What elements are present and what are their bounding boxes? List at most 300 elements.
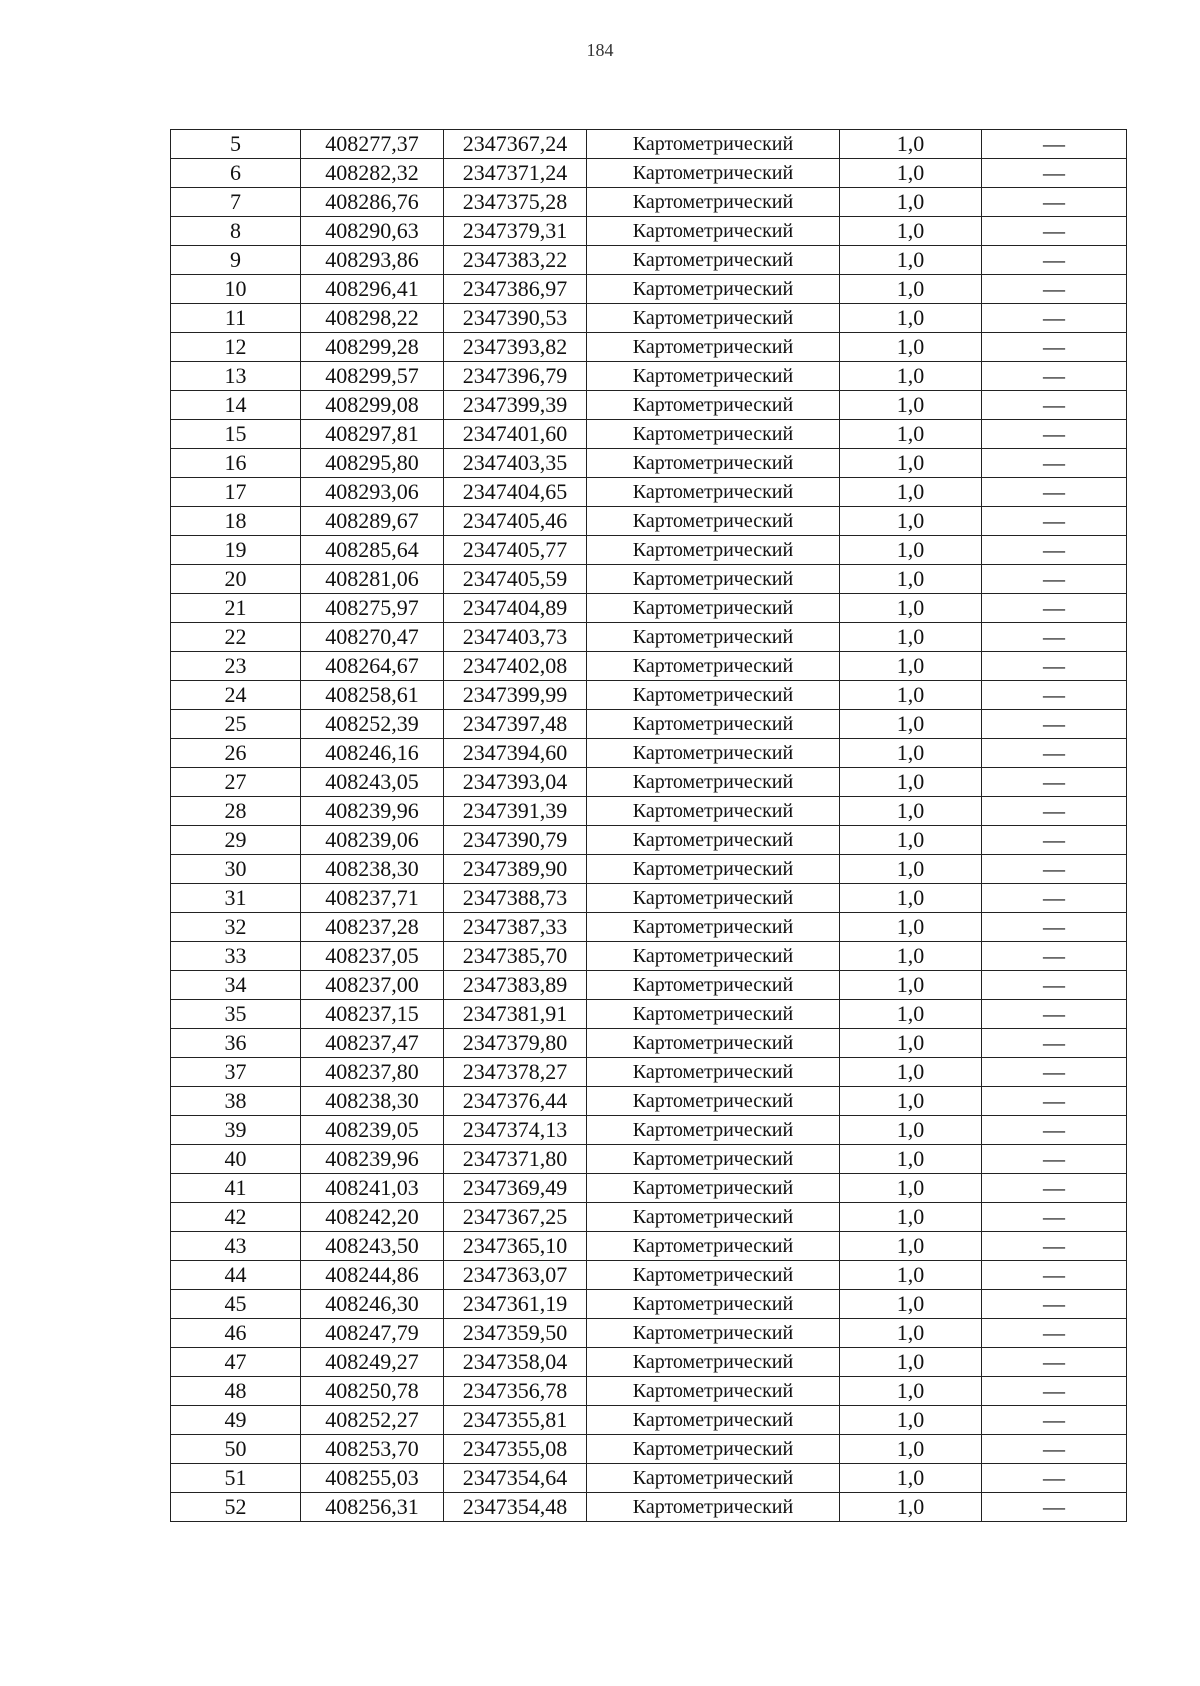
- x-coordinate-cell: 408290,63: [301, 217, 444, 246]
- x-coordinate-cell: 408252,39: [301, 710, 444, 739]
- point-number-cell: 25: [171, 710, 301, 739]
- point-number-cell: 37: [171, 1058, 301, 1087]
- method-cell: Картометрический: [587, 217, 840, 246]
- y-coordinate-cell: 2347404,89: [444, 594, 587, 623]
- note-cell: —: [982, 739, 1127, 768]
- method-cell: Картометрический: [587, 1464, 840, 1493]
- y-coordinate-cell: 2347379,80: [444, 1029, 587, 1058]
- x-coordinate-cell: 408285,64: [301, 536, 444, 565]
- point-number-cell: 38: [171, 1087, 301, 1116]
- x-coordinate-cell: 408243,05: [301, 768, 444, 797]
- point-number-cell: 33: [171, 942, 301, 971]
- table-row: [171, 1029, 1127, 1058]
- table-row: [171, 1116, 1127, 1145]
- y-coordinate-cell: 2347361,19: [444, 1290, 587, 1319]
- method-cell: Картометрический: [587, 1493, 840, 1522]
- accuracy-cell: 1,0: [840, 681, 982, 710]
- point-number-cell: 43: [171, 1232, 301, 1261]
- note-cell: —: [982, 1435, 1127, 1464]
- x-coordinate-cell: 408270,47: [301, 623, 444, 652]
- accuracy-cell: 1,0: [840, 130, 982, 159]
- method-cell: Картометрический: [587, 1087, 840, 1116]
- accuracy-cell: 1,0: [840, 536, 982, 565]
- method-cell: Картометрический: [587, 739, 840, 768]
- table-row: [171, 768, 1127, 797]
- accuracy-cell: 1,0: [840, 1406, 982, 1435]
- table-row: [171, 1232, 1127, 1261]
- y-coordinate-cell: 2347381,91: [444, 1000, 587, 1029]
- x-coordinate-cell: 408253,70: [301, 1435, 444, 1464]
- note-cell: —: [982, 594, 1127, 623]
- note-cell: —: [982, 1232, 1127, 1261]
- x-coordinate-cell: 408239,96: [301, 797, 444, 826]
- accuracy-cell: 1,0: [840, 275, 982, 304]
- x-coordinate-cell: 408275,97: [301, 594, 444, 623]
- note-cell: —: [982, 913, 1127, 942]
- table-row: [171, 710, 1127, 739]
- y-coordinate-cell: 2347367,25: [444, 1203, 587, 1232]
- note-cell: —: [982, 159, 1127, 188]
- accuracy-cell: 1,0: [840, 1493, 982, 1522]
- note-cell: —: [982, 1261, 1127, 1290]
- method-cell: Картометрический: [587, 420, 840, 449]
- table-row: [171, 1377, 1127, 1406]
- x-coordinate-cell: 408289,67: [301, 507, 444, 536]
- point-number-cell: 30: [171, 855, 301, 884]
- table-row: [171, 971, 1127, 1000]
- table-row: [171, 1203, 1127, 1232]
- note-cell: —: [982, 1174, 1127, 1203]
- x-coordinate-cell: 408295,80: [301, 449, 444, 478]
- x-coordinate-cell: 408246,16: [301, 739, 444, 768]
- note-cell: —: [982, 623, 1127, 652]
- point-number-cell: 6: [171, 159, 301, 188]
- y-coordinate-cell: 2347387,33: [444, 913, 587, 942]
- accuracy-cell: 1,0: [840, 362, 982, 391]
- accuracy-cell: 1,0: [840, 739, 982, 768]
- accuracy-cell: 1,0: [840, 826, 982, 855]
- y-coordinate-cell: 2347378,27: [444, 1058, 587, 1087]
- point-number-cell: 52: [171, 1493, 301, 1522]
- table-row: [171, 1406, 1127, 1435]
- x-coordinate-cell: 408237,47: [301, 1029, 444, 1058]
- method-cell: Картометрический: [587, 1029, 840, 1058]
- point-number-cell: 27: [171, 768, 301, 797]
- note-cell: —: [982, 130, 1127, 159]
- x-coordinate-cell: 408296,41: [301, 275, 444, 304]
- x-coordinate-cell: 408286,76: [301, 188, 444, 217]
- point-number-cell: 16: [171, 449, 301, 478]
- table-row: [171, 942, 1127, 971]
- point-number-cell: 41: [171, 1174, 301, 1203]
- x-coordinate-cell: 408237,15: [301, 1000, 444, 1029]
- note-cell: —: [982, 710, 1127, 739]
- table-row: [171, 1174, 1127, 1203]
- y-coordinate-cell: 2347356,78: [444, 1377, 587, 1406]
- table-row: [171, 652, 1127, 681]
- accuracy-cell: 1,0: [840, 623, 982, 652]
- table-row: [171, 913, 1127, 942]
- point-number-cell: 22: [171, 623, 301, 652]
- y-coordinate-cell: 2347376,44: [444, 1087, 587, 1116]
- point-number-cell: 10: [171, 275, 301, 304]
- note-cell: —: [982, 1348, 1127, 1377]
- method-cell: Картометрический: [587, 1232, 840, 1261]
- x-coordinate-cell: 408237,00: [301, 971, 444, 1000]
- accuracy-cell: 1,0: [840, 768, 982, 797]
- note-cell: —: [982, 565, 1127, 594]
- note-cell: —: [982, 507, 1127, 536]
- point-number-cell: 28: [171, 797, 301, 826]
- point-number-cell: 19: [171, 536, 301, 565]
- y-coordinate-cell: 2347371,80: [444, 1145, 587, 1174]
- note-cell: —: [982, 1000, 1127, 1029]
- method-cell: Картометрический: [587, 1406, 840, 1435]
- note-cell: —: [982, 217, 1127, 246]
- accuracy-cell: 1,0: [840, 913, 982, 942]
- note-cell: —: [982, 1116, 1127, 1145]
- accuracy-cell: 1,0: [840, 565, 982, 594]
- coordinates-table: [170, 129, 1127, 1522]
- accuracy-cell: 1,0: [840, 1435, 982, 1464]
- accuracy-cell: 1,0: [840, 1232, 982, 1261]
- y-coordinate-cell: 2347403,73: [444, 623, 587, 652]
- accuracy-cell: 1,0: [840, 159, 982, 188]
- note-cell: —: [982, 275, 1127, 304]
- note-cell: —: [982, 1058, 1127, 1087]
- accuracy-cell: 1,0: [840, 1145, 982, 1174]
- table-row: [171, 333, 1127, 362]
- table-row: [171, 188, 1127, 217]
- point-number-cell: 36: [171, 1029, 301, 1058]
- table-row: [171, 449, 1127, 478]
- y-coordinate-cell: 2347374,13: [444, 1116, 587, 1145]
- x-coordinate-cell: 408277,37: [301, 130, 444, 159]
- point-number-cell: 48: [171, 1377, 301, 1406]
- point-number-cell: 7: [171, 188, 301, 217]
- accuracy-cell: 1,0: [840, 1203, 982, 1232]
- note-cell: —: [982, 681, 1127, 710]
- method-cell: Картометрический: [587, 449, 840, 478]
- point-number-cell: 5: [171, 130, 301, 159]
- x-coordinate-cell: 408237,80: [301, 1058, 444, 1087]
- method-cell: Картометрический: [587, 565, 840, 594]
- x-coordinate-cell: 408293,86: [301, 246, 444, 275]
- note-cell: —: [982, 652, 1127, 681]
- x-coordinate-cell: 408242,20: [301, 1203, 444, 1232]
- note-cell: —: [982, 246, 1127, 275]
- table-row: [171, 1493, 1127, 1522]
- note-cell: —: [982, 1087, 1127, 1116]
- accuracy-cell: 1,0: [840, 1290, 982, 1319]
- table-row: [171, 362, 1127, 391]
- method-cell: Картометрический: [587, 971, 840, 1000]
- table-row: [171, 1145, 1127, 1174]
- table-row: [171, 159, 1127, 188]
- accuracy-cell: 1,0: [840, 1261, 982, 1290]
- point-number-cell: 9: [171, 246, 301, 275]
- note-cell: —: [982, 188, 1127, 217]
- method-cell: Картометрический: [587, 536, 840, 565]
- page-number: 184: [586, 40, 614, 60]
- y-coordinate-cell: 2347371,24: [444, 159, 587, 188]
- method-cell: Картометрический: [587, 304, 840, 333]
- method-cell: Картометрический: [587, 1000, 840, 1029]
- y-coordinate-cell: 2347391,39: [444, 797, 587, 826]
- note-cell: —: [982, 304, 1127, 333]
- note-cell: —: [982, 797, 1127, 826]
- table-row: [171, 1261, 1127, 1290]
- y-coordinate-cell: 2347394,60: [444, 739, 587, 768]
- x-coordinate-cell: 408281,06: [301, 565, 444, 594]
- method-cell: Картометрический: [587, 1290, 840, 1319]
- accuracy-cell: 1,0: [840, 652, 982, 681]
- y-coordinate-cell: 2347385,70: [444, 942, 587, 971]
- table-row: [171, 565, 1127, 594]
- x-coordinate-cell: 408297,81: [301, 420, 444, 449]
- x-coordinate-cell: 408256,31: [301, 1493, 444, 1522]
- note-cell: —: [982, 768, 1127, 797]
- x-coordinate-cell: 408255,03: [301, 1464, 444, 1493]
- point-number-cell: 47: [171, 1348, 301, 1377]
- table-row: [171, 391, 1127, 420]
- note-cell: —: [982, 1290, 1127, 1319]
- accuracy-cell: 1,0: [840, 420, 982, 449]
- table-row: [171, 623, 1127, 652]
- note-cell: —: [982, 333, 1127, 362]
- point-number-cell: 11: [171, 304, 301, 333]
- accuracy-cell: 1,0: [840, 594, 982, 623]
- point-number-cell: 14: [171, 391, 301, 420]
- coordinates-table-body: [171, 130, 1127, 1522]
- point-number-cell: 20: [171, 565, 301, 594]
- y-coordinate-cell: 2347405,59: [444, 565, 587, 594]
- note-cell: —: [982, 362, 1127, 391]
- accuracy-cell: 1,0: [840, 188, 982, 217]
- method-cell: Картометрический: [587, 1145, 840, 1174]
- method-cell: Картометрический: [587, 623, 840, 652]
- x-coordinate-cell: 408237,05: [301, 942, 444, 971]
- point-number-cell: 40: [171, 1145, 301, 1174]
- y-coordinate-cell: 2347399,99: [444, 681, 587, 710]
- point-number-cell: 44: [171, 1261, 301, 1290]
- method-cell: Картометрический: [587, 710, 840, 739]
- note-cell: —: [982, 391, 1127, 420]
- y-coordinate-cell: 2347354,48: [444, 1493, 587, 1522]
- x-coordinate-cell: 408247,79: [301, 1319, 444, 1348]
- y-coordinate-cell: 2347355,08: [444, 1435, 587, 1464]
- y-coordinate-cell: 2347396,79: [444, 362, 587, 391]
- x-coordinate-cell: 408237,71: [301, 884, 444, 913]
- accuracy-cell: 1,0: [840, 1377, 982, 1406]
- table-row: [171, 275, 1127, 304]
- y-coordinate-cell: 2347367,24: [444, 130, 587, 159]
- note-cell: —: [982, 1406, 1127, 1435]
- y-coordinate-cell: 2347402,08: [444, 652, 587, 681]
- x-coordinate-cell: 408243,50: [301, 1232, 444, 1261]
- y-coordinate-cell: 2347363,07: [444, 1261, 587, 1290]
- y-coordinate-cell: 2347403,35: [444, 449, 587, 478]
- table-row: [171, 681, 1127, 710]
- accuracy-cell: 1,0: [840, 449, 982, 478]
- x-coordinate-cell: 408238,30: [301, 855, 444, 884]
- accuracy-cell: 1,0: [840, 855, 982, 884]
- point-number-cell: 51: [171, 1464, 301, 1493]
- table-row: [171, 797, 1127, 826]
- point-number-cell: 42: [171, 1203, 301, 1232]
- accuracy-cell: 1,0: [840, 217, 982, 246]
- point-number-cell: 39: [171, 1116, 301, 1145]
- table-row: [171, 507, 1127, 536]
- table-row: [171, 884, 1127, 913]
- method-cell: Картометрический: [587, 188, 840, 217]
- y-coordinate-cell: 2347355,81: [444, 1406, 587, 1435]
- x-coordinate-cell: 408239,05: [301, 1116, 444, 1145]
- y-coordinate-cell: 2347383,89: [444, 971, 587, 1000]
- method-cell: Картометрический: [587, 797, 840, 826]
- accuracy-cell: 1,0: [840, 391, 982, 420]
- table-row: [171, 826, 1127, 855]
- accuracy-cell: 1,0: [840, 1174, 982, 1203]
- method-cell: Картометрический: [587, 594, 840, 623]
- accuracy-cell: 1,0: [840, 478, 982, 507]
- accuracy-cell: 1,0: [840, 1464, 982, 1493]
- method-cell: Картометрический: [587, 130, 840, 159]
- method-cell: Картометрический: [587, 1435, 840, 1464]
- y-coordinate-cell: 2347401,60: [444, 420, 587, 449]
- point-number-cell: 45: [171, 1290, 301, 1319]
- point-number-cell: 26: [171, 739, 301, 768]
- x-coordinate-cell: 408239,96: [301, 1145, 444, 1174]
- x-coordinate-cell: 408239,06: [301, 826, 444, 855]
- table-row: [171, 1290, 1127, 1319]
- y-coordinate-cell: 2347365,10: [444, 1232, 587, 1261]
- note-cell: —: [982, 942, 1127, 971]
- accuracy-cell: 1,0: [840, 1058, 982, 1087]
- accuracy-cell: 1,0: [840, 246, 982, 275]
- note-cell: —: [982, 449, 1127, 478]
- accuracy-cell: 1,0: [840, 942, 982, 971]
- method-cell: Картометрический: [587, 913, 840, 942]
- y-coordinate-cell: 2347379,31: [444, 217, 587, 246]
- method-cell: Картометрический: [587, 246, 840, 275]
- x-coordinate-cell: 408298,22: [301, 304, 444, 333]
- x-coordinate-cell: 408293,06: [301, 478, 444, 507]
- note-cell: —: [982, 1319, 1127, 1348]
- table-row: [171, 1348, 1127, 1377]
- point-number-cell: 34: [171, 971, 301, 1000]
- method-cell: Картометрический: [587, 1377, 840, 1406]
- table-row: [171, 478, 1127, 507]
- accuracy-cell: 1,0: [840, 1348, 982, 1377]
- method-cell: Картометрический: [587, 855, 840, 884]
- point-number-cell: 29: [171, 826, 301, 855]
- x-coordinate-cell: 408282,32: [301, 159, 444, 188]
- note-cell: —: [982, 536, 1127, 565]
- point-number-cell: 31: [171, 884, 301, 913]
- y-coordinate-cell: 2347375,28: [444, 188, 587, 217]
- table-row: [171, 594, 1127, 623]
- y-coordinate-cell: 2347405,46: [444, 507, 587, 536]
- method-cell: Картометрический: [587, 1116, 840, 1145]
- point-number-cell: 35: [171, 1000, 301, 1029]
- y-coordinate-cell: 2347388,73: [444, 884, 587, 913]
- y-coordinate-cell: 2347389,90: [444, 855, 587, 884]
- y-coordinate-cell: 2347386,97: [444, 275, 587, 304]
- method-cell: Картометрический: [587, 826, 840, 855]
- table-row: [171, 1058, 1127, 1087]
- accuracy-cell: 1,0: [840, 1000, 982, 1029]
- accuracy-cell: 1,0: [840, 333, 982, 362]
- table-row: [171, 536, 1127, 565]
- x-coordinate-cell: 408246,30: [301, 1290, 444, 1319]
- y-coordinate-cell: 2347390,53: [444, 304, 587, 333]
- method-cell: Картометрический: [587, 1058, 840, 1087]
- x-coordinate-cell: 408299,57: [301, 362, 444, 391]
- x-coordinate-cell: 408241,03: [301, 1174, 444, 1203]
- accuracy-cell: 1,0: [840, 1319, 982, 1348]
- point-number-cell: 46: [171, 1319, 301, 1348]
- accuracy-cell: 1,0: [840, 1029, 982, 1058]
- y-coordinate-cell: 2347393,82: [444, 333, 587, 362]
- y-coordinate-cell: 2347358,04: [444, 1348, 587, 1377]
- note-cell: —: [982, 1203, 1127, 1232]
- method-cell: Картометрический: [587, 768, 840, 797]
- method-cell: Картометрический: [587, 507, 840, 536]
- accuracy-cell: 1,0: [840, 507, 982, 536]
- method-cell: Картометрический: [587, 362, 840, 391]
- x-coordinate-cell: 408238,30: [301, 1087, 444, 1116]
- point-number-cell: 13: [171, 362, 301, 391]
- method-cell: Картометрический: [587, 391, 840, 420]
- point-number-cell: 18: [171, 507, 301, 536]
- x-coordinate-cell: 408264,67: [301, 652, 444, 681]
- point-number-cell: 17: [171, 478, 301, 507]
- method-cell: Картометрический: [587, 1348, 840, 1377]
- note-cell: —: [982, 1464, 1127, 1493]
- table-row: [171, 130, 1127, 159]
- accuracy-cell: 1,0: [840, 971, 982, 1000]
- y-coordinate-cell: 2347390,79: [444, 826, 587, 855]
- note-cell: —: [982, 826, 1127, 855]
- table-row: [171, 246, 1127, 275]
- table-row: [171, 217, 1127, 246]
- x-coordinate-cell: 408258,61: [301, 681, 444, 710]
- method-cell: Картометрический: [587, 652, 840, 681]
- accuracy-cell: 1,0: [840, 884, 982, 913]
- point-number-cell: 15: [171, 420, 301, 449]
- y-coordinate-cell: 2347405,77: [444, 536, 587, 565]
- y-coordinate-cell: 2347383,22: [444, 246, 587, 275]
- table-row: [171, 1087, 1127, 1116]
- method-cell: Картометрический: [587, 275, 840, 304]
- y-coordinate-cell: 2347397,48: [444, 710, 587, 739]
- point-number-cell: 50: [171, 1435, 301, 1464]
- method-cell: Картометрический: [587, 1203, 840, 1232]
- note-cell: —: [982, 971, 1127, 1000]
- point-number-cell: 49: [171, 1406, 301, 1435]
- y-coordinate-cell: 2347393,04: [444, 768, 587, 797]
- table-row: [171, 855, 1127, 884]
- x-coordinate-cell: 408299,28: [301, 333, 444, 362]
- accuracy-cell: 1,0: [840, 710, 982, 739]
- x-coordinate-cell: 408299,08: [301, 391, 444, 420]
- y-coordinate-cell: 2347354,64: [444, 1464, 587, 1493]
- x-coordinate-cell: 408237,28: [301, 913, 444, 942]
- x-coordinate-cell: 408252,27: [301, 1406, 444, 1435]
- method-cell: Картометрический: [587, 159, 840, 188]
- x-coordinate-cell: 408244,86: [301, 1261, 444, 1290]
